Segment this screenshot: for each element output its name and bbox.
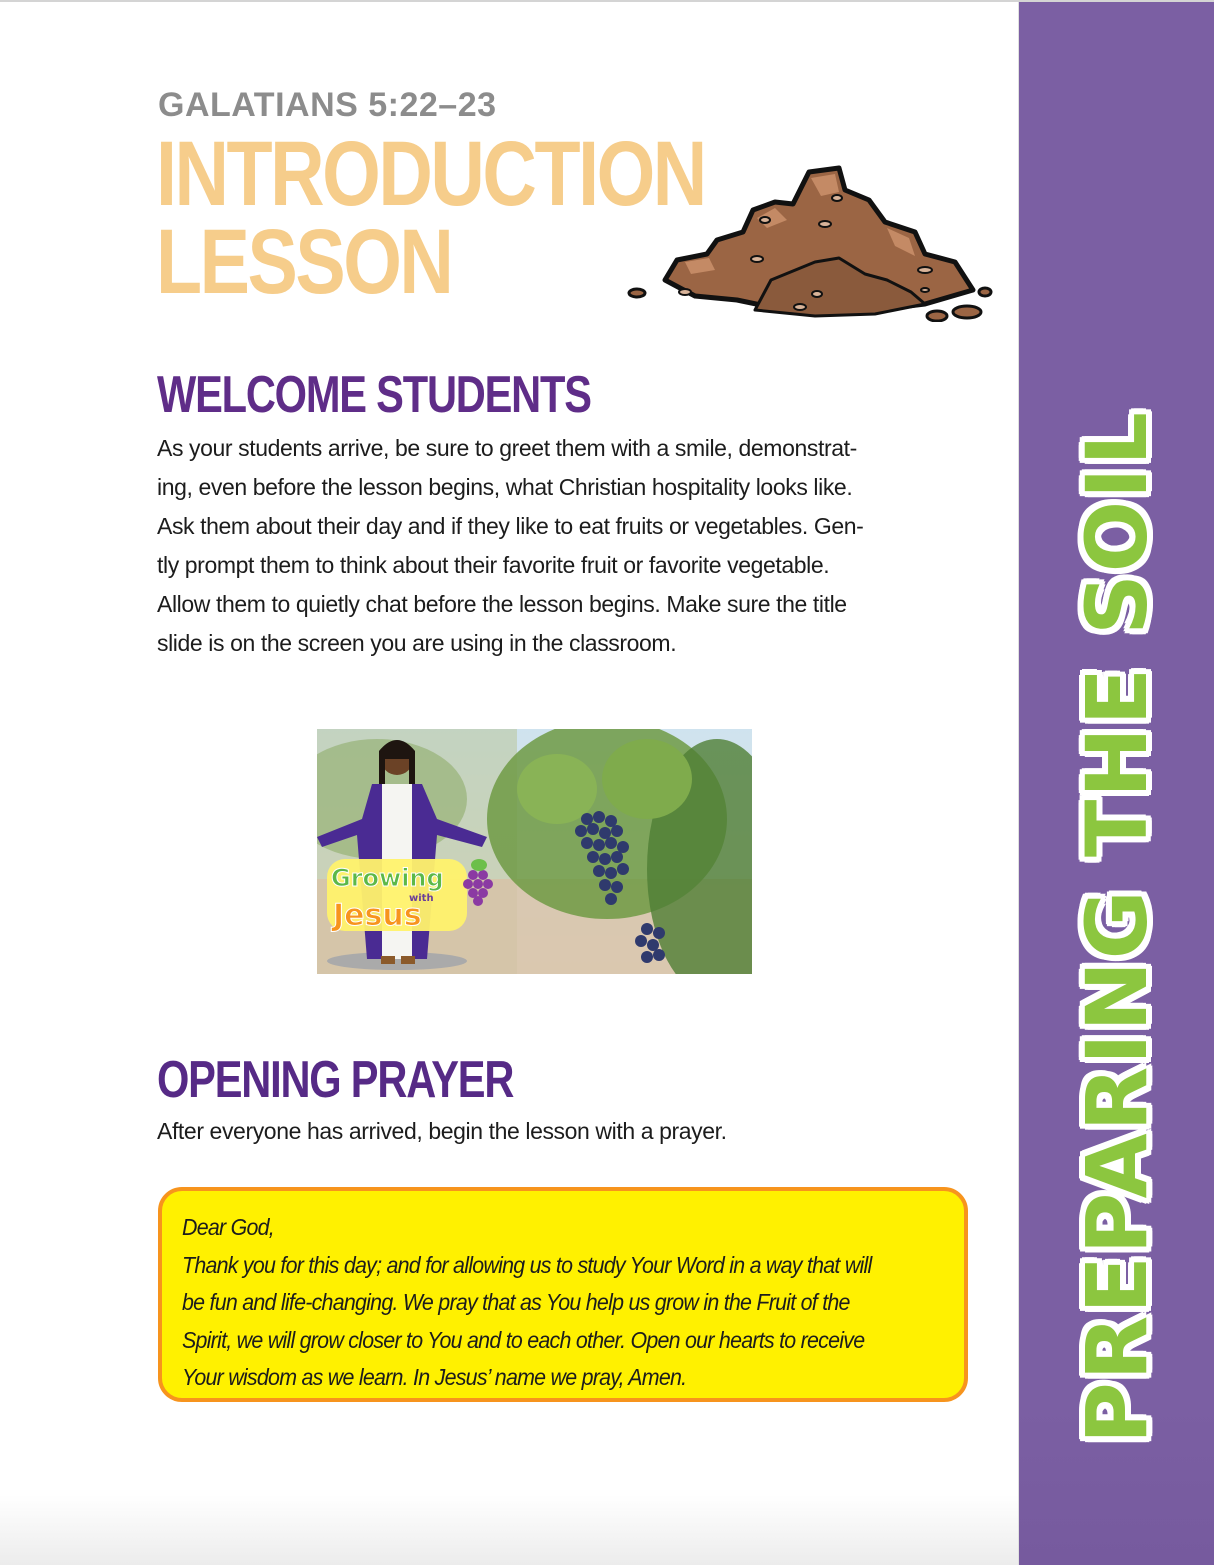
page-title-line-2: LESSON [156,211,452,313]
opening-prayer-heading: OPENING PRAYER [157,1051,514,1109]
svg-text:Jesus: Jesus [333,898,422,933]
welcome-students-body [157,429,977,663]
page-title [156,123,705,313]
prayer-line: Your wisdom as we learn. In Jesus’ name we pray, Amen. [182,1364,687,1390]
section-sidebar [1018,2,1214,1565]
prayer-line: Thank you for this day; and for allowing us to study Your Word in a way that will [182,1251,872,1278]
body-line: As your students arrive, be sure to greet them with a smile, demonstrat- [157,435,857,461]
body-line: tly prompt them to think about their favorite fruit or favorite vegetable. [157,552,830,578]
opening-prayer-intro: After everyone has arrived, begin the lesson with a prayer. [157,1118,727,1144]
page-title-line-1: INTRODUCTION [156,123,705,225]
body-line: slide is on the screen you are using in the classroom. [157,630,677,656]
page-main [0,2,1018,1565]
prayer-line: Dear God, [182,1214,274,1240]
prayer-callout-box [158,1187,968,1402]
title-slide-image [317,729,752,974]
prayer-line: be fun and life-changing. We pray that as You help us grow in the Fruit of the [182,1289,850,1315]
prayer-line: Spirit, we will grow closer to You and to each other. Open our hearts to receive [182,1326,865,1353]
body-line: Allow them to quietly chat before the lesson begins. Make sure the title [157,591,847,617]
page-bottom-shadow [0,1495,1018,1565]
vineyard-scene [317,729,752,974]
soil-pile-illustration [625,162,995,322]
body-line: ing, even before the lesson begins, what Christian hospitality looks like. [157,474,853,500]
svg-text:with: with [409,893,434,904]
svg-text:Growing: Growing [331,864,444,892]
sidebar-section-label: PREPARING THE SOIL [1068,410,1166,1444]
welcome-students-heading: WELCOME STUDENTS [157,366,591,424]
scripture-reference: GALATIANS 5:22–23 [158,86,497,124]
body-line: Ask them about their day and if they like to eat fruits or vegetables. Gen- [157,513,864,539]
